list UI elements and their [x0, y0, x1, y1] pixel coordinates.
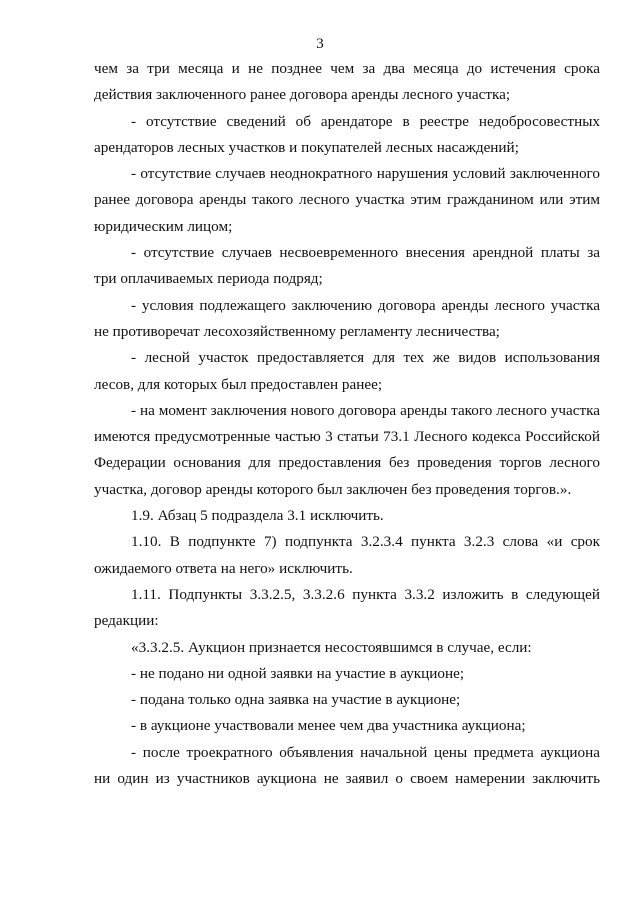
paragraph: - отсутствие случаев несвоевременного внесения арендной платы за три оплачиваемых периода подряд;: [94, 244, 600, 288]
paragraph: 1.10. В подпункте 7) подпункта 3.2.3.4 пункта 3.2.3 слова «и срок ожидаемого ответа на него» исключить.: [94, 533, 600, 577]
paragraph: 1.9. Абзац 5 подраздела 3.1 исключить.: [131, 507, 384, 525]
paragraph: - в аукционе участвовали менее чем два участника аукциона;: [131, 717, 526, 735]
document-body: [94, 56, 600, 792]
paragraph: - условия подлежащего заключению договора аренды лесного участка не противоречат лесохозяйственному регламенту лесничества;: [94, 296, 600, 340]
paragraph: - не подано ни одной заявки на участие в аукционе;: [131, 664, 465, 682]
paragraph: - подана только одна заявка на участие в аукционе;: [131, 691, 461, 709]
paragraph: - отсутствие сведений об арендаторе в реестре недобросовестных арендаторов лесных участков и покупателей лесных насаждений;: [94, 112, 600, 156]
paragraph: - отсутствие случаев неоднократного нарушения условий заключенного ранее договора аренды такого лесного участка этим гражданином или этим юридическим лицом;: [94, 165, 600, 235]
paragraph: «3.3.2.5. Аукцион признается несостоявшимся в случае, если:: [131, 638, 532, 656]
paragraph: - на момент заключения нового договора аренды такого лесного участка имеются предусмотренные частью 3 статьи 73.1 Лесного кодекса Российской Федерации основания для предоставления без проведения торгов лесного участка, договор аренды которого был заключен без проведения торгов.».: [94, 401, 600, 498]
paragraph: - после троекратного объявления начальной цены предмета аукциона ни один из участников аукциона не заявил о своем намерении заключить: [94, 743, 600, 788]
paragraph: чем за три месяца и не позднее чем за два месяца до истечения срока действия заключенного ранее договора аренды лесного участка;: [94, 60, 600, 104]
paragraph: - лесной участок предоставляется для тех же видов использования лесов, для которых был предоставлен ранее;: [94, 349, 600, 393]
paragraph: 1.11. Подпункты 3.3.2.5, 3.3.2.6 пункта 3.3.2 изложить в следующей редакции:: [94, 585, 600, 630]
page-number: 3: [316, 36, 324, 52]
